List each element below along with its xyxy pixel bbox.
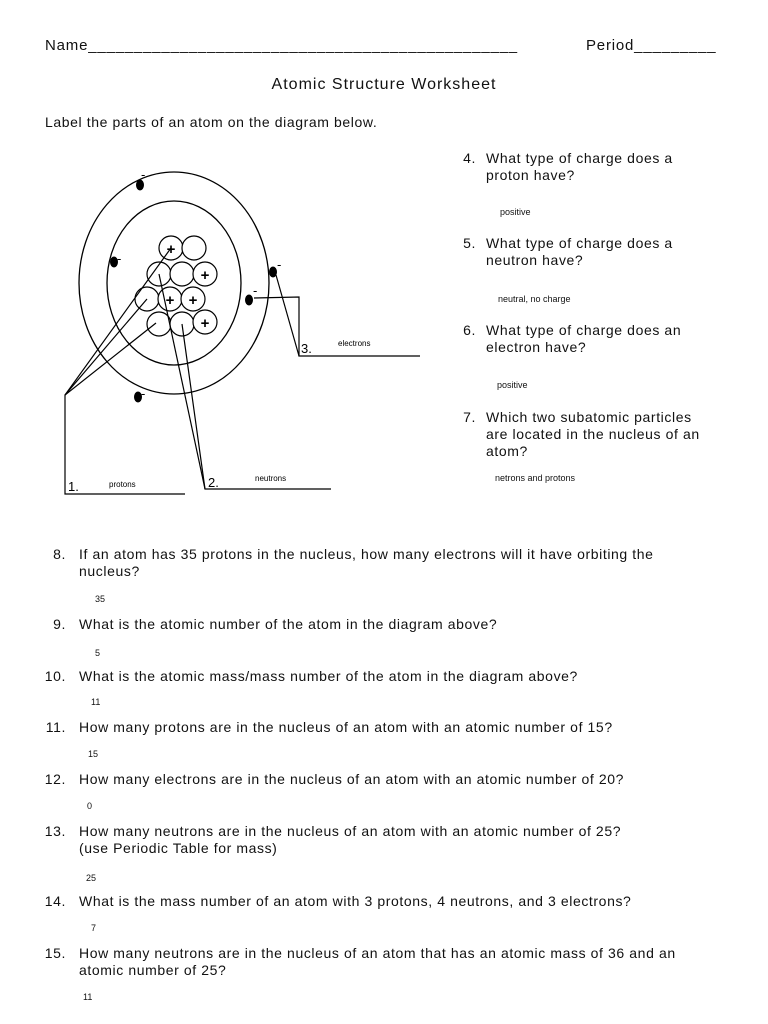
question-text: How many neutrons are in the nucleus of an atom that has an atomic mass of 36 and an atomic number of 25? (79, 945, 676, 978)
label-2-number: 2. (208, 475, 219, 490)
answer-11: 15 (88, 749, 99, 759)
question-text: What is the atomic mass/mass number of the atom in the diagram above? (79, 668, 578, 684)
name-label: Name (45, 37, 89, 54)
proton-sign: + (200, 267, 210, 284)
answer-14: 7 (91, 923, 97, 933)
label-1-leader-b (65, 299, 147, 395)
atom-diagram (33, 135, 453, 530)
question-number: 13. (44, 823, 66, 839)
question-number: 11. (45, 719, 66, 735)
answer-6: positive (497, 380, 528, 390)
question-6 (460, 322, 682, 355)
question-number: 6. (463, 322, 476, 338)
question-number: 5. (463, 235, 476, 251)
question-15 (44, 945, 676, 978)
label-2-answer: neutrons (255, 474, 287, 483)
question-number: 7. (463, 409, 476, 425)
name-field (45, 37, 518, 54)
question-11 (44, 719, 613, 736)
question-5 (460, 235, 673, 268)
period-field (586, 37, 716, 54)
nucleus-particle (182, 236, 206, 260)
electron-sign: - (277, 257, 282, 272)
label-1-leader (65, 323, 185, 494)
question-12 (44, 771, 625, 788)
page-title: Atomic Structure Worksheet (271, 76, 497, 93)
label-3-number: 3. (301, 341, 312, 356)
question-text: What is the mass number of an atom with 3 protons, 4 neutrons, and 3 electrons? (79, 893, 632, 909)
proton-sign: + (200, 315, 210, 332)
electron-dot (245, 295, 253, 306)
question-text: Which two subatomic particles are located in the nucleus of an atom? (486, 409, 700, 459)
name-blank: _______________________________________________ (88, 37, 518, 54)
label-3-answer: electrons (338, 339, 371, 348)
electron-sign: - (141, 167, 146, 182)
label-3-leader (254, 297, 420, 356)
question-14 (44, 893, 632, 910)
question-number: 10. (44, 668, 66, 684)
label-1-number: 1. (68, 479, 79, 494)
question-text: If an atom has 35 protons in the nucleus, how many electrons will it have orbiting the nucleus? (79, 546, 654, 579)
question-number: 12. (44, 771, 66, 787)
electron-sign: - (253, 283, 258, 298)
answer-4: positive (500, 207, 531, 217)
question-text: What type of charge does a proton have? (486, 150, 673, 183)
answer-15: 11 (83, 992, 93, 1002)
question-number: 9. (53, 616, 66, 632)
answer-8: 35 (95, 594, 106, 604)
question-text: How many protons are in the nucleus of an atom with an atomic number of 15? (79, 719, 613, 735)
question-text: How many electrons are in the nucleus of an atom with an atomic number of 20? (79, 771, 625, 787)
question-number: 15. (44, 945, 66, 961)
question-number: 14. (44, 893, 66, 909)
period-label: Period (586, 37, 635, 54)
nucleus-particle (170, 262, 194, 286)
question-7 (460, 409, 700, 459)
question-13 (44, 823, 622, 856)
label-1-answer: protons (109, 480, 136, 489)
question-text: What is the atomic number of the atom in the diagram above? (79, 616, 498, 632)
answer-10: 11 (91, 697, 101, 707)
electron-sign: - (141, 386, 146, 401)
period-blank: _________ (634, 37, 717, 54)
question-number: 8. (53, 546, 66, 562)
label-3-leader-b (276, 275, 299, 356)
question-9 (44, 616, 498, 633)
question-text: How many neutrons are in the nucleus of an atom with an atomic number of 25? (use Periodic Table for mass) (79, 823, 622, 856)
answer-13: 25 (86, 873, 97, 883)
question-10 (44, 668, 578, 685)
answer-5: neutral, no charge (498, 294, 571, 304)
proton-sign: + (165, 292, 175, 309)
question-text: What type of charge does an electron have? (486, 322, 682, 355)
answer-7: netrons and protons (495, 473, 576, 483)
question-8 (44, 546, 654, 579)
question-number: 4. (463, 150, 476, 166)
proton-sign: + (188, 292, 198, 309)
electron-sign: - (117, 251, 122, 266)
answer-9: 5 (95, 648, 101, 658)
question-4 (460, 150, 673, 183)
proton-sign: + (166, 241, 176, 258)
instruction-text: Label the parts of an atom on the diagram below. (45, 114, 378, 130)
answer-12: 0 (87, 801, 93, 811)
question-text: What type of charge does a neutron have? (486, 235, 673, 268)
